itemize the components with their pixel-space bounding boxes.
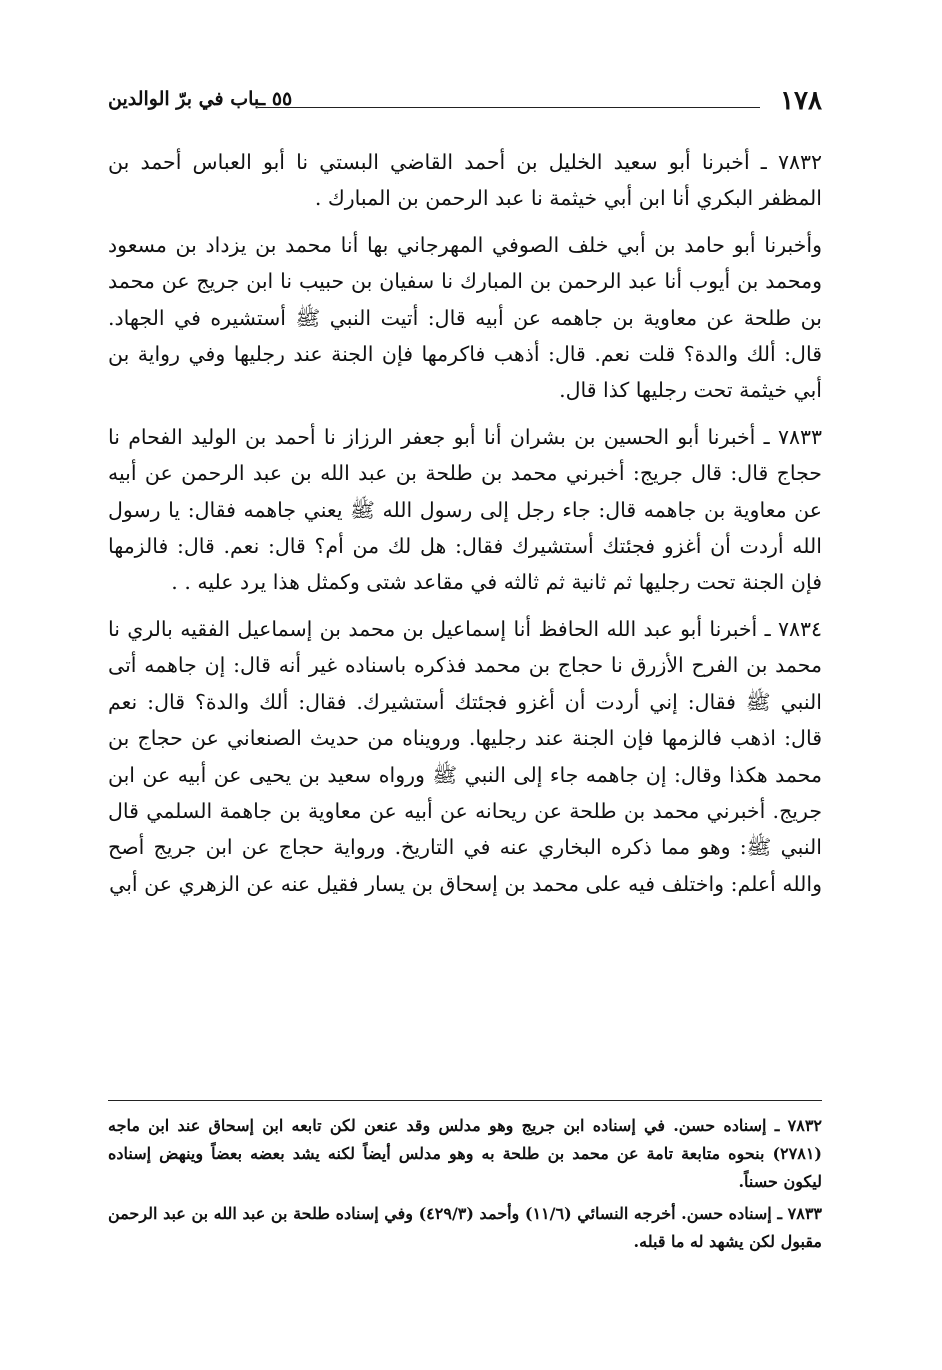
running-title: ٥٥ ـباب في برّ الوالدين <box>108 88 293 110</box>
hadith-7832-second-chain-paragraph: وأخبرنا أبو حامد بن أبي خلف الصوفي المهرجاني بها أنا محمد بن يزداد بن مسعود ومحمد بن أيوب أنا عبد الرحمن بن المبارك نا سفيان بن حبيب نا ابن جريج عن محمد بن طلحة عن معاوية بن جاهمه عن أبيه قال: أتيت النبي ﷺ أستشيره في الجهاد. قال: ألك والدة؟ قلت نعم. قال: أذهب فاكرمها فإن الجنة عند رجليها وفي رواية بن أبي خيثمة تحت رجليها كذا قال. <box>108 232 822 403</box>
page-header <box>108 84 822 124</box>
hadith-7832-paragraph: ٧٨٣٢ ـ أخبرنا أبو سعيد الخليل بن أحمد القاضي البستي نا أبو العباس أحمد بن المظفر البكري أنا ابن أبي خيثمة نا عبد الرحمن بن المبارك . <box>108 150 822 211</box>
footnote-7832: ٧٨٣٢ ـ إسناده حسن. في إسناده ابن جريج وهو مدلس وقد عنعن لكن تابعه ابن إسحاق عند ابن ماجه (٢٧٨١) بنحوه متابعة تامة عن محمد بن طلحة به وهو مدلس أيضاً لكنه يشد بعضه بعضاً وينهض إسناده ليكون حسناً. <box>108 1116 822 1191</box>
main-text <box>108 144 822 912</box>
page-number: ١٧٨ <box>780 86 822 116</box>
footnote-divider <box>108 1100 822 1101</box>
header-divider <box>258 107 760 108</box>
hadith-7833-paragraph: ٧٨٣٣ ـ أخبرنا أبو الحسين بن بشران أنا أبو جعفر الرزاز نا أحمد بن الوليد الفحام نا حجاج قال: قال جريج: أخبرني محمد بن طلحة بن عبد الله بن عبد الرحمن عن أبيه عن معاوية بن جاهمه قال: جاء رجل إلى رسول الله ﷺ يعني جاهمه فقال: يا رسول الله أردت أن أغزو فجئتك أستشيرك فقال: هل لك من أم؟ قال: نعم. قال: فالزمها فإن الجنة تحت رجليها ثم ثانية ثم ثالثه في مقاعد شتى وكمثل هذا يرد عليه . . <box>108 424 822 595</box>
footnote-7833: ٧٨٣٣ ـ إسناده حسن. أخرجه النسائي (١١/٦) وأحمد (٤٢٩/٣) وفي إسناده طلحة بن عبد الله بن عبد الرحمن مقبول لكن يشهد له ما قبله. <box>108 1204 823 1251</box>
footnotes <box>108 1112 822 1260</box>
hadith-7834-paragraph: ٧٨٣٤ ـ أخبرنا أبو عبد الله الحافظ أنا إسماعيل بن محمد بن إسماعيل الفقيه بالري نا محمد بن الفرح الأزرق نا حجاج بن محمد فذكره باسناده غير أنه قال: إن جاهمه أتى النبي ﷺ فقال: إني أردت أن أغزو فجئتك أستشيرك. فقال: ألك والدة؟ قال: نعم قال: اذهب فالزمها فإن الجنة عند رجليها. ورويناه من حديث الصنعاني عن حجاج بن محمد هكذا وقال: إن جاهمه جاء إلى النبي ﷺ ورواه سعيد بن يحيى عن أبيه عن ابن جريج. أخبرني محمد بن طلحة عن ريحانه عن أبيه عن معاوية بن جاهمة السلمي قال النبي ﷺ: وهو مما ذكره البخاري عنه في التاريخ. ورواية حجاج عن ابن جريج أصح والله أعلم: واختلف فيه على محمد بن إسحاق بن يسار فقيل عنه عن الزهري عن أبي <box>108 616 822 896</box>
